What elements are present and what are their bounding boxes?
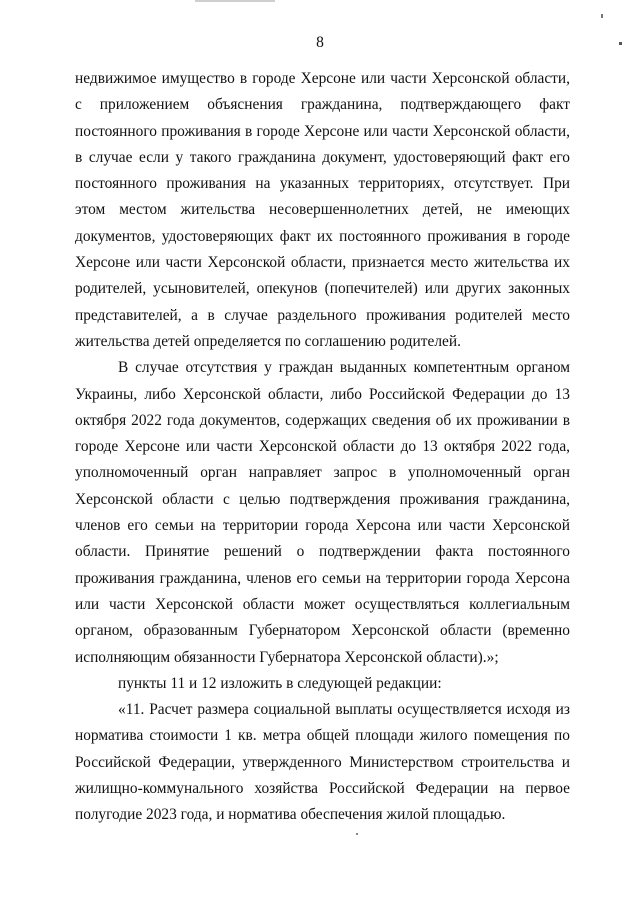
scan-artifact	[601, 14, 603, 18]
paragraph: недвижимое имущество в городе Херсоне или части Херсонской области, с приложением объяснения гражданина, подтверждающего факт постоянного проживания в городе Херсоне или части Херсонской области, в случае если у такого гражданина документ, удостоверяющий факт его постоянного проживания на указанных территориях, отсутствует. При этом местом жительства несовершеннолетних детей, не имеющих документов, удостоверяющих факт их постоянного проживания в городе Херсоне или части Херсонской области, признается место жительства их родителей, усыновителей, опекунов (попечителей) или других законных представителей, а в случае раздельного проживания родителей место жительства детей определяется по соглашению родителей.	[75, 70, 570, 350]
document-body	[75, 66, 570, 829]
scan-artifact	[195, 0, 275, 2]
paragraph: «11. Расчет размера социальной выплаты осуществляется исходя из норматива стоимости 1 кв. метра общей площади жилого помещения по Российской Федерации, утвержденного Министерством строительства и жилищно-коммунального хозяйства Российской Федерации на первое полугодие 2023 года, и норматива обеспечения жилой площадью.	[75, 701, 570, 824]
scan-artifact	[356, 833, 358, 835]
page-number: 8	[316, 34, 324, 51]
paragraph: В случае отсутствия у граждан выданных компетентным органом Украины, либо Херсонской области, либо Российской Федерации до 13 октября 2022 года документов, содержащих сведения об их проживании в городе Херсоне или части Херсонской области до 13 октября 2022 года, уполномоченный орган направляет запрос в уполномоченный орган Херсонской области с целью подтверждения проживания гражданина, членов его семьи на территории города Херсона или части Херсонской области. Принятие решений о подтверждении факта постоянного проживания гражданина, членов его семьи на территории города Херсона или части Херсонской области может осуществляться коллегиальным органом, образованным Губернатором Херсонской области (временно исполняющим обязанности Губернатора Херсонской области).»;	[75, 359, 570, 666]
paragraph: пункты 11 и 12 изложить в следующей редакции:	[118, 674, 442, 692]
